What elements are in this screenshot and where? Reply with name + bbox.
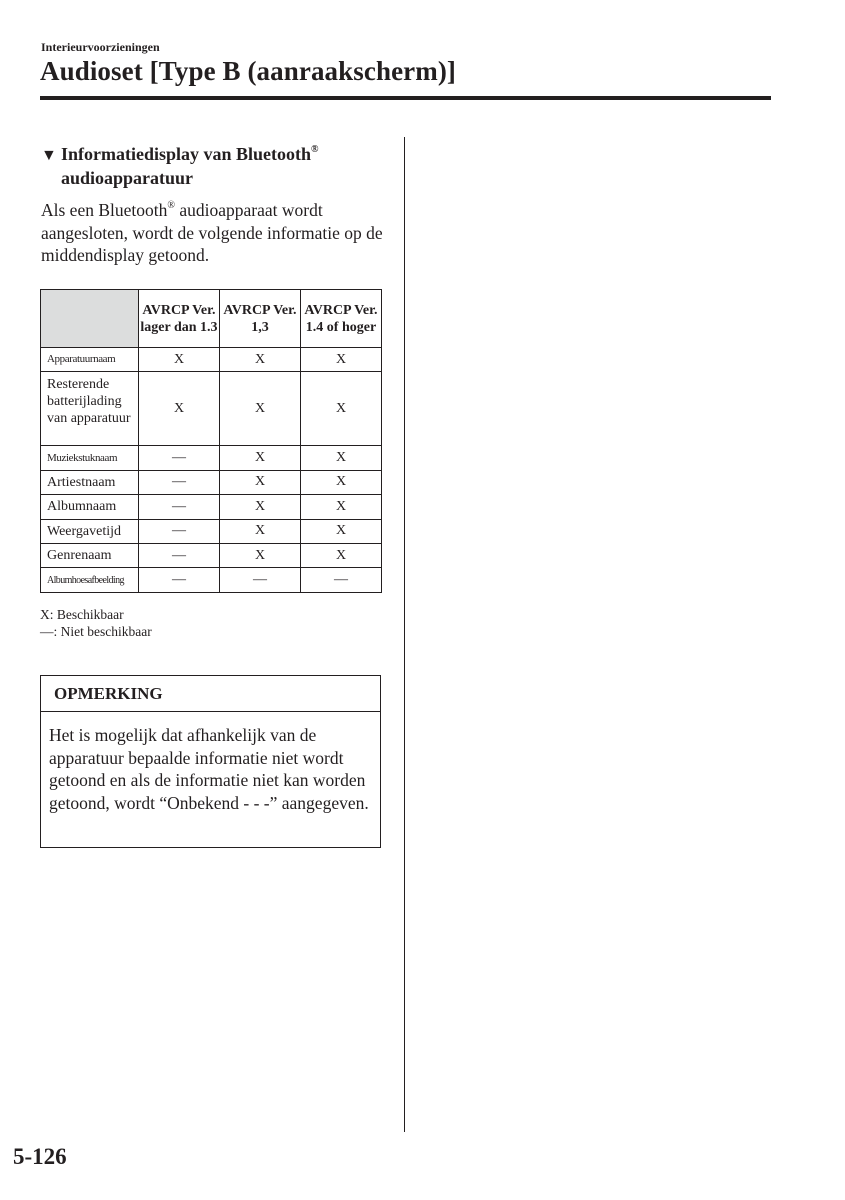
column-header: AVRCP Ver. 1,3 [220,290,301,348]
table-cell: — [139,446,220,470]
table-cell: — [139,470,220,494]
intro-paragraph [41,199,386,267]
page-title: Audioset [Type B (aanraakscherm)] [40,56,457,86]
table-cell: X [220,543,301,567]
table-cell: X [301,543,382,567]
table-row [41,348,382,372]
row-label: Albumhoesafbeelding [41,568,139,592]
table-row [41,495,382,519]
table-cell: X [301,372,382,446]
subheading-line1: Informatiedisplay van Bluetooth [61,144,312,164]
table-row [41,372,382,446]
row-label: Apparatuurnaam [41,348,139,372]
section-label: Interieurvoorzieningen [41,40,160,54]
registered-mark: ® [167,200,175,212]
avrcp-info-table [40,289,382,593]
table-cell: X [220,446,301,470]
note-box [40,675,381,848]
row-label: Artiestnaam [41,470,139,494]
row-label: Albumnaam [41,495,139,519]
table-cell: — [139,495,220,519]
table-cell: X [301,348,382,372]
page-number: 5-126 [13,1144,67,1169]
table-row [41,543,382,567]
subheading-line2: audioapparatuur [61,168,194,188]
table-row [41,446,382,470]
column-header: AVRCP Ver. lager dan 1.3 [139,290,220,348]
table-cell: — [139,519,220,543]
table-cell: X [139,348,220,372]
table-header-row [41,290,382,348]
row-label: Weergavetijd [41,519,139,543]
row-label: Muziekstuknaam [41,446,139,470]
table-corner-cell [41,290,139,348]
table-cell: — [139,568,220,592]
note-body: Het is mogelijk dat afhankelijk van de apparatuur bepaalde informatie niet wordt getoond en als de informatie niet kan worden getoond, wordt “Onbekend - - -” aangegeven. [49,725,369,813]
table-cell: X [220,470,301,494]
legend-available: X: Beschikbaar [40,607,124,622]
table-cell: X [301,446,382,470]
table-cell: X [139,372,220,446]
table-cell: X [301,519,382,543]
column-header: AVRCP Ver. 1.4 of hoger [301,290,382,348]
table-cell: — [220,568,301,592]
table-cell: X [220,348,301,372]
table-row [41,470,382,494]
intro-pre: Als een Bluetooth [41,200,168,220]
table-cell: — [301,568,382,592]
table-cell: X [220,495,301,519]
note-heading: OPMERKING [41,676,380,712]
table-cell: X [301,470,382,494]
subheading [41,143,381,189]
title-rule [40,96,771,100]
row-label: Genrenaam [41,543,139,567]
table-cell: X [301,495,382,519]
table-cell: X [220,372,301,446]
table-cell: — [139,543,220,567]
table-row [41,519,382,543]
registered-mark: ® [311,144,319,155]
triangle-down-icon: ▼ [41,147,57,164]
table-cell: X [220,519,301,543]
intro-post: audioapparaat wordt aangesloten, wordt de volgende informatie op de middendisplay getoond. [41,200,383,265]
column-divider [404,137,405,1132]
row-label: Resterende batterijlading van apparatuur [41,372,139,446]
legend-unavailable: —: Niet beschikbaar [40,624,152,639]
table-legend [40,606,152,640]
table-row [41,568,382,592]
